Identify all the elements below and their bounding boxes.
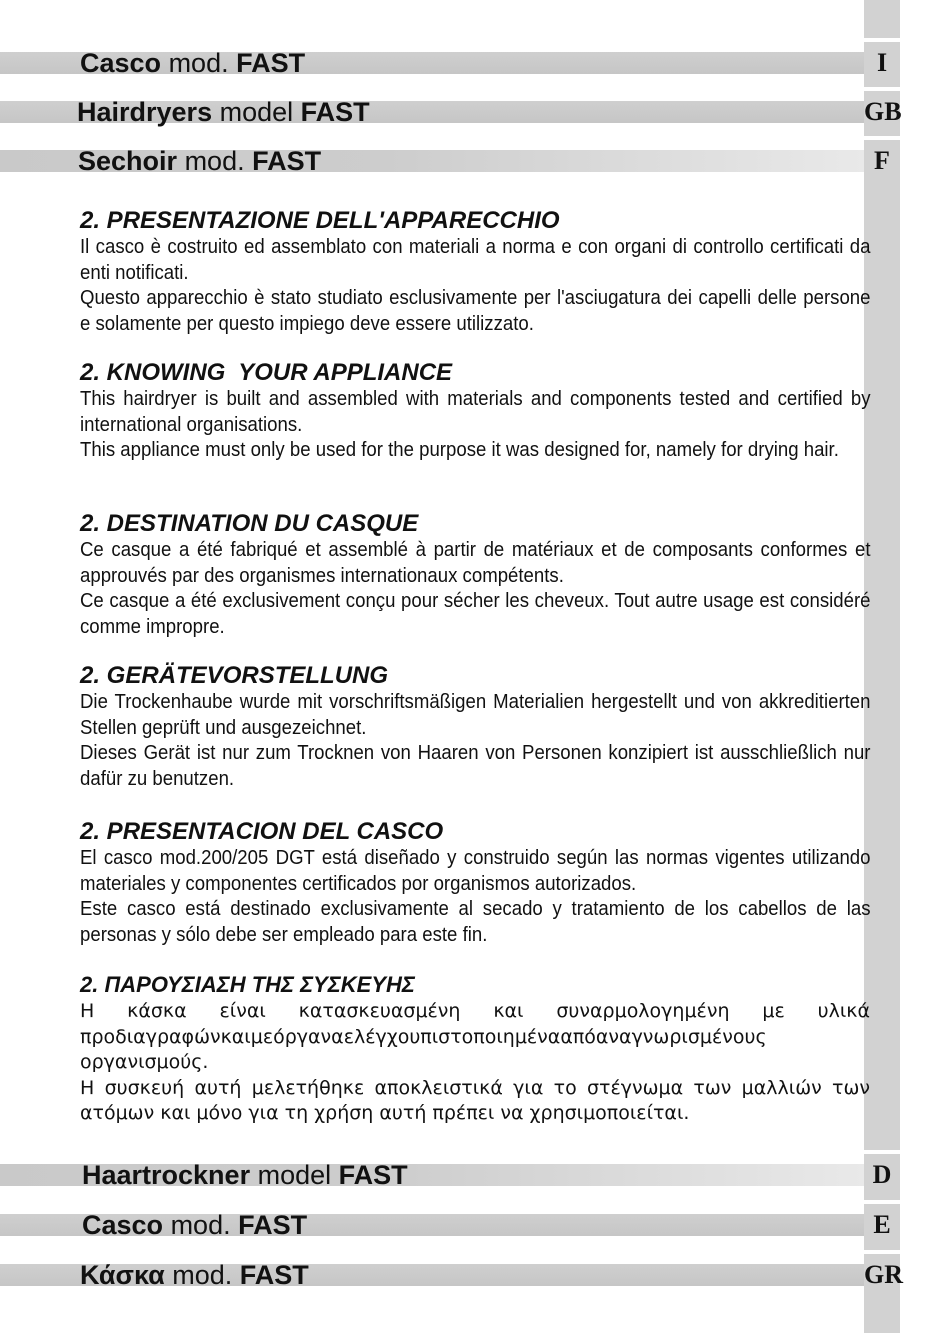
header-product-name: Sechoir — [78, 146, 178, 176]
header-model-name: FAST — [238, 1210, 308, 1240]
section-english — [80, 361, 870, 464]
language-code: I — [876, 48, 888, 77]
header-bar-italian — [0, 48, 900, 78]
header-title — [82, 1210, 307, 1240]
section-heading: 2. DESTINATION DU CASQUE — [80, 510, 419, 537]
header-title — [80, 48, 305, 78]
side-strip-gap — [864, 38, 900, 42]
section-body: El casco mod.200/205 DGT está diseñado y construido según las normas vigentes utilizando materiales y componentes certificados por organismos autorizados. Este casco está destinado exclusivamente al secado y tratamiento de los cabellos de las personas y sólo debe ser empleado para este fin. — [80, 847, 871, 946]
side-strip-gap — [864, 136, 900, 140]
header-product-name: Hairdryers — [77, 97, 213, 127]
header-bar-english — [0, 97, 900, 127]
section-heading: 2. PRESENTACION DEL CASCO — [80, 818, 444, 845]
header-model-word: model — [219, 97, 294, 127]
side-strip-gap — [864, 1200, 900, 1204]
section-italian — [80, 209, 870, 337]
header-bar-french — [0, 146, 900, 176]
section-spanish — [80, 820, 870, 948]
header-title — [77, 97, 370, 127]
section-german — [80, 664, 870, 792]
section-body: This hairdryer is built and assembled with materials and components tested and certified by international organisations. This appliance must only be used for the purpose it was designed for, namely for drying hair. — [80, 388, 871, 461]
header-title — [78, 146, 321, 176]
header-model-word: mod. — [172, 1260, 233, 1290]
section-heading: 2. GERÄTEVORSTELLUNG — [80, 662, 389, 689]
section-body: Die Trockenhaube wurde mit vorschriftsmäßigen Materialien hergestellt und von akkreditierten Stellen geprüft und ausgezeichnet. Dieses Gerät ist nur zum Trocknen von Haaren von Personen konzipiert ist ausschließlich nur dafür zu benutzen. — [80, 691, 871, 790]
section-body: Η κάσκα είναι κατασκευασμένη και συναρμολογημένη με υλικά προδιαγραφώνκαιμεόργαναελέγχουπιστοποιημένααπόαναγνωρισμένους οργανισμούς. Η συσκευή αυτή μελετήθηκε αποκλειστικά για το στέγνωμα των μαλλιών των ατόμων και μόνο για τη χρήση αυτή πρέπει να χρησιμοποιείται. — [80, 1000, 870, 1124]
section-heading: 2. KNOWING YOUR APPLIANCE — [80, 359, 453, 386]
header-model-word: mod. — [168, 48, 229, 78]
header-title — [80, 1260, 309, 1290]
section-body: Ce casque a été fabriqué et assemblé à partir de matériaux et de composants conformes et approuvés par des organismes internationaux compétents. Ce casque a été exclusivement conçu pour sécher les cheveux. Tout autre usage est considéré comme impropre. — [80, 539, 871, 638]
header-bar-greek — [0, 1260, 903, 1290]
language-code: GR — [864, 1260, 903, 1289]
language-code: GB — [864, 97, 902, 126]
header-product-name: Casco — [80, 48, 162, 78]
header-bar-german — [0, 1160, 900, 1190]
header-product-name: Haartrockner — [82, 1160, 251, 1190]
header-model-name: FAST — [236, 48, 306, 78]
header-title — [82, 1160, 408, 1190]
section-greek — [80, 973, 870, 1127]
side-strip-gap — [864, 1150, 900, 1154]
section-body: Il casco è costruito ed assemblato con materiali a norma e con organi di controllo certificati da enti notificati. Questo apparecchio è stato studiato esclusivamente per l'asciugatura dei capelli delle persone e solamente per questo impiego deve essere utilizzato. — [80, 236, 871, 335]
header-product-name: Casco — [82, 1210, 164, 1240]
header-model-name: FAST — [239, 1260, 309, 1290]
header-model-name: FAST — [252, 146, 322, 176]
header-model-word: mod. — [184, 146, 245, 176]
header-model-word: mod. — [170, 1210, 231, 1240]
header-model-name: FAST — [338, 1160, 408, 1190]
header-model-word: model — [257, 1160, 332, 1190]
language-code: E — [873, 1210, 891, 1239]
language-code: D — [872, 1160, 892, 1189]
header-bar-spanish — [0, 1210, 900, 1240]
section-heading: 2. ΠΑΡΟΥΣΙΑΣΗ ΤΗΣ ΣΥΣΚΕΥΗΣ — [80, 972, 415, 997]
section-french — [80, 512, 870, 640]
side-strip-gap — [864, 87, 900, 91]
side-strip-gap — [864, 1250, 900, 1254]
header-model-name: FAST — [300, 97, 370, 127]
language-code: F — [874, 146, 890, 175]
section-heading: 2. PRESENTAZIONE DELL'APPARECCHIO — [80, 207, 560, 234]
header-product-name: Κάσκα — [80, 1260, 165, 1290]
